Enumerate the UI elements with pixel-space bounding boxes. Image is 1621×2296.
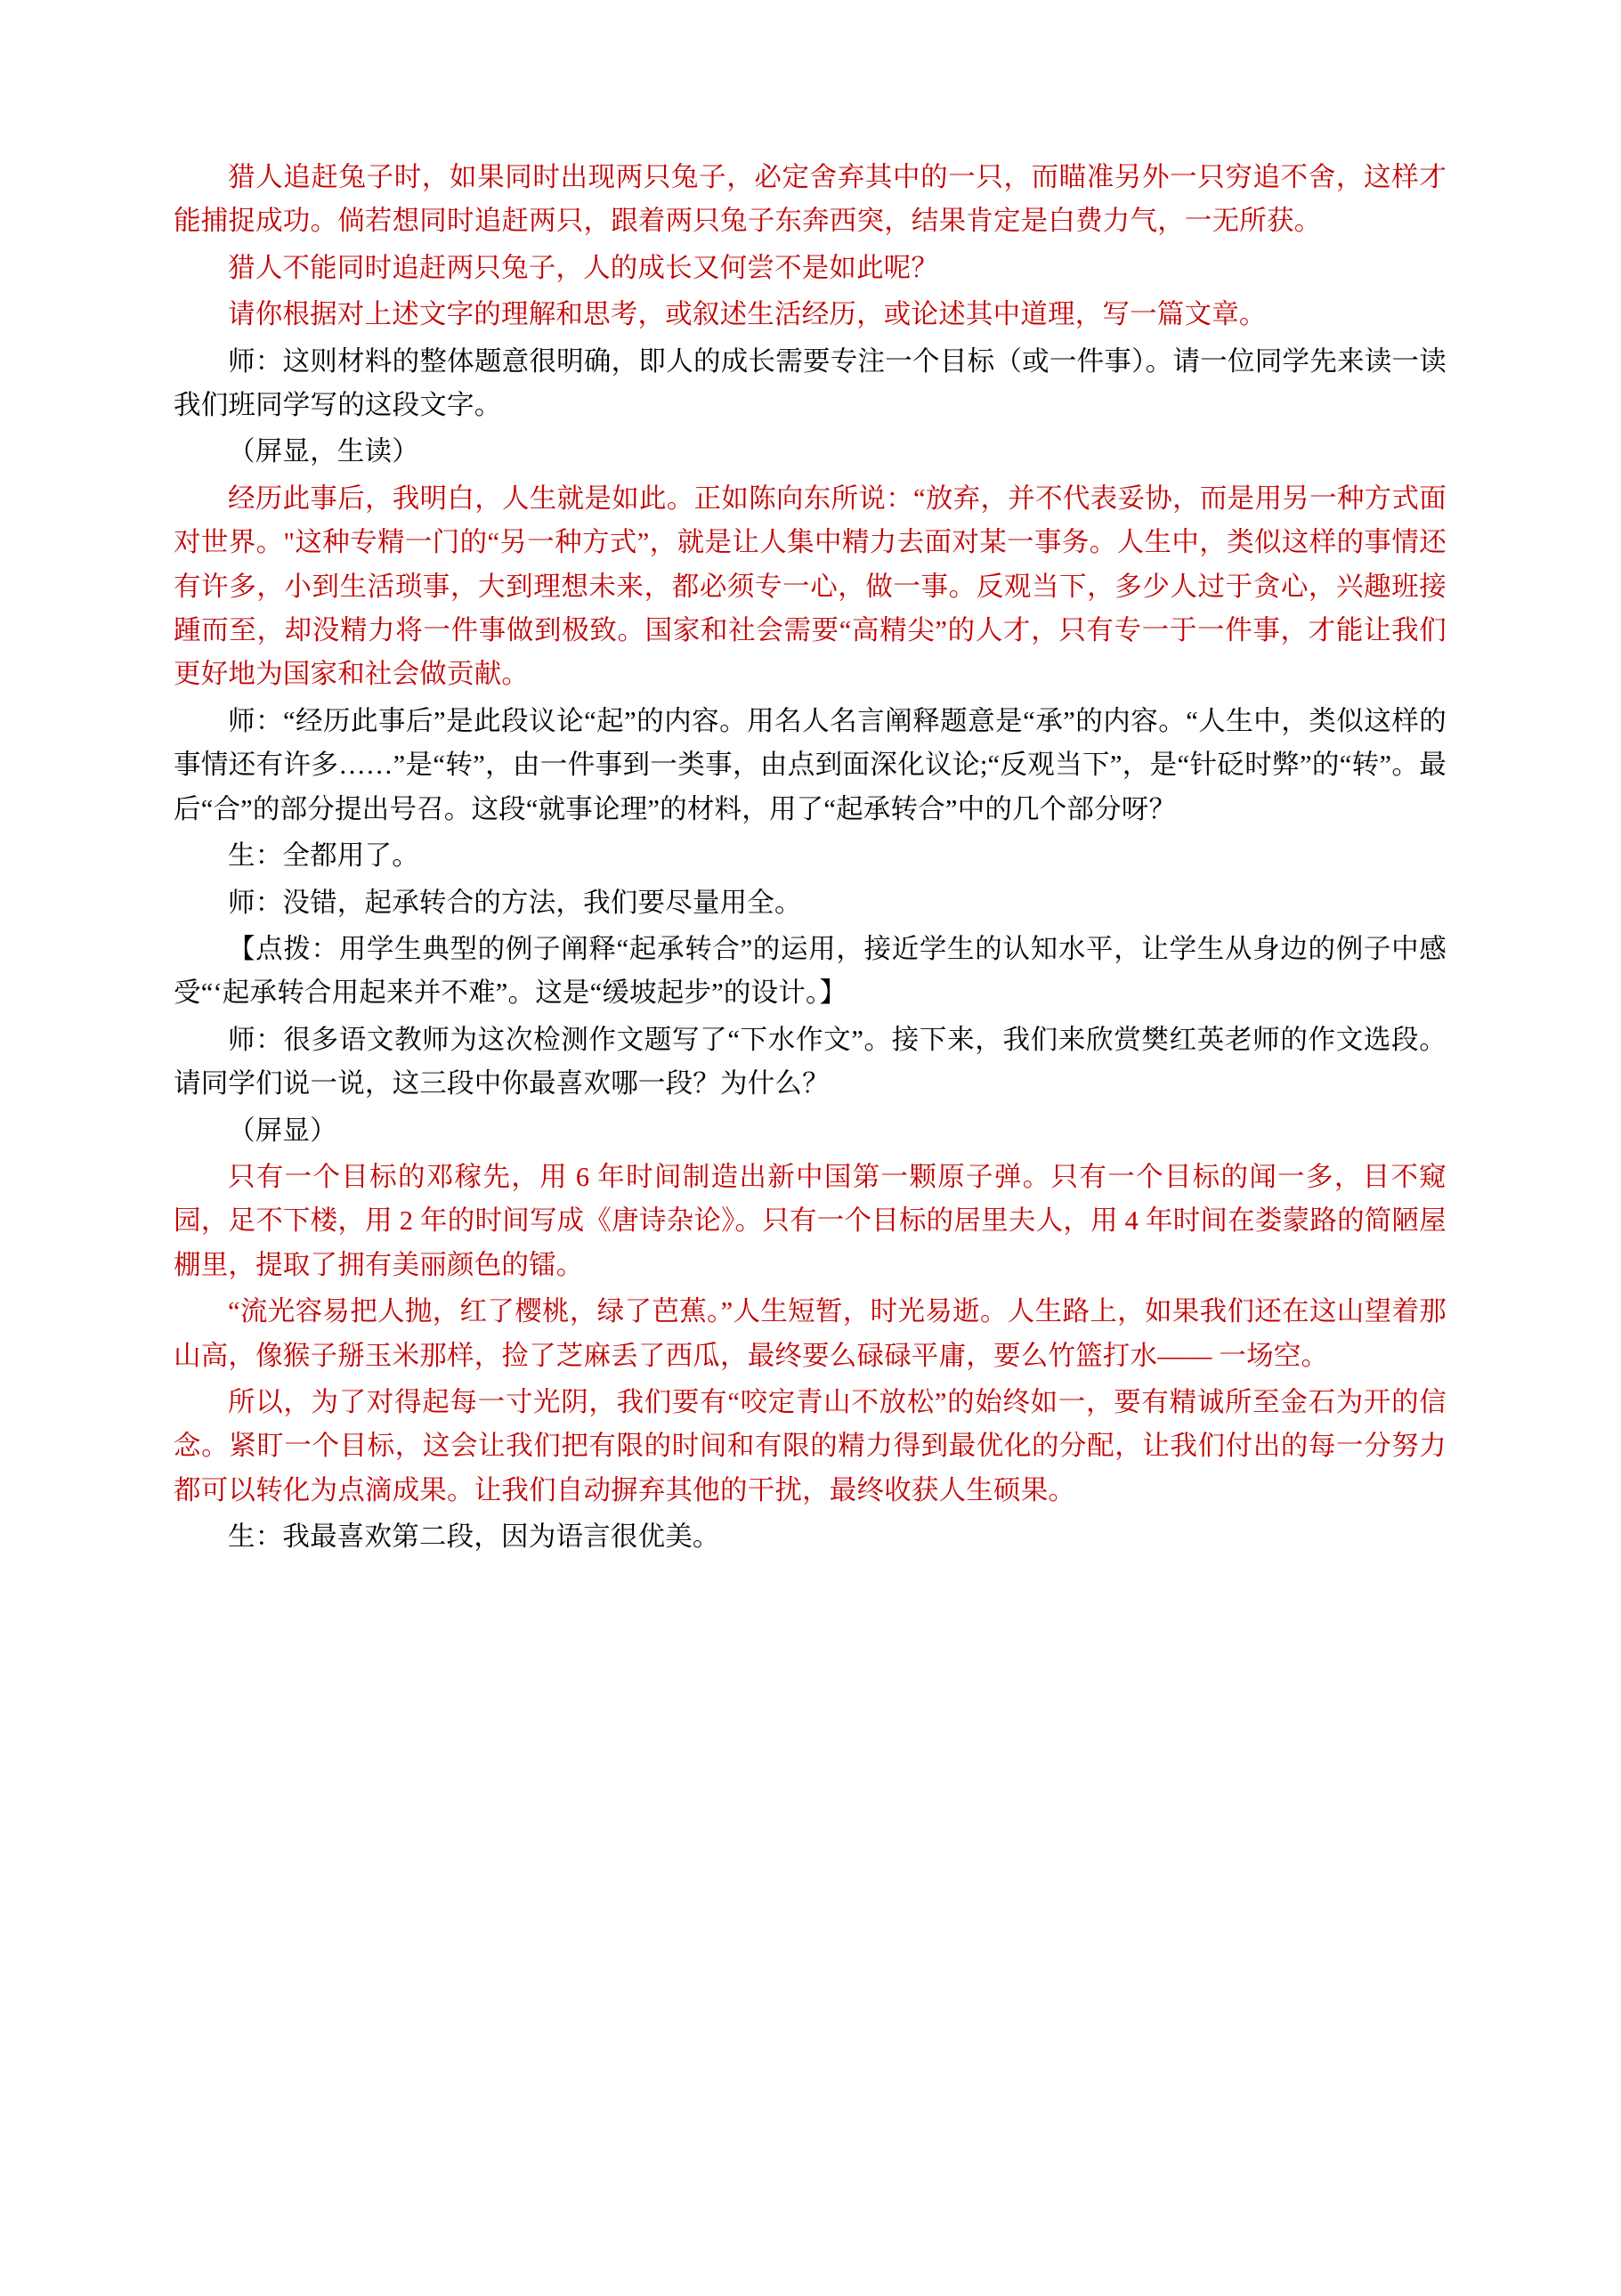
paragraph: 所以，为了对得起每一寸光阴，我们要有“咬定青山不放松”的始终如一，要有精诚所至金石为开的信念。紧盯一个目标，这会让我们把有限的时间和有限的精力得到最优化的分配，让我们付出的每一分努力都可以转化为点滴成果。让我们自动摒弃其他的干扰，最终收获人生硕果。 [174,1386,1447,1505]
paragraph: 师：很多语文教师为这次检测作文题写了“下水作文”。接下来，我们来欣赏樊红英老师的作文选段。请同学们说一说，这三段中你最喜欢哪一段？为什么？ [174,1024,1447,1099]
paragraph: “流光容易把人抛，红了樱桃，绿了芭蕉。”人生短暂，时光易逝。人生路上，如果我们还在这山望着那山高，像猴子掰玉米那样，捡了芝麻丢了西瓜，最终要么碌碌平庸，要么竹篮打水—— 一场空。 [174,1296,1447,1371]
paragraph: 师：“经历此事后”是此段议论“起”的内容。用名人名言阐释题意是“承”的内容。“人生中，类似这样的事情还有许多……”是“转”，由一件事到一类事，由点到面深化议论;“反观当下”，是“针砭时弊”的“转”。最后“合”的部分提出号召。这段“就事论理”的材料，用了“起承转合”中的几个部分呀？ [174,705,1447,824]
paragraph: 师：这则材料的整体题意很明确，即人的成长需要专注一个目标（或一件事）。请一位同学先来读一读我们班同学写的这段文字。 [174,345,1447,421]
document-body [174,156,1447,1562]
paragraph: 生：我最喜欢第二段，因为语言很优美。 [228,1521,720,1553]
paragraph: （屏显，生读） [228,436,419,467]
paragraph: 【点拨：用学生典型的例子阐释“起承转合”的运用，接近学生的认知水平，让学生从身边的例子中感受“‘起承转合用起来并不难”。这是“缓坡起步”的设计。】 [174,933,1447,1009]
paragraph: 猎人追赶兔子时，如果同时出现两只兔子，必定舍弃其中的一只，而瞄准另外一只穷追不舍，这样才能捕捉成功。倘若想同时追赶两只，跟着两只兔子东奔西突，结果肯定是白费力气，一无所获。 [174,162,1447,237]
paragraph: 猎人不能同时追赶两只兔子，人的成长又何尝不是如此呢？ [228,252,939,283]
paragraph: 师：没错，起承转合的方法，我们要尽量用全。 [228,887,802,918]
paragraph: 只有一个目标的邓稼先，用 6 年时间制造出新中国第一颗原子弹。只有一个目标的闻一多，目不窥园，足不下楼，用 2 年的时间写成《唐诗杂论》。只有一个目标的居里夫人，用 4 年时间在娄蒙路的简陋屋棚里，提取了拥有美丽颜色的镭。 [174,1161,1447,1280]
paragraph: 经历此事后，我明白，人生就是如此。正如陈向东所说：“放弃，并不代表妥协，而是用另一种方式面对世界。"这种专精一门的“另一种方式”，就是让人集中精力去面对某一事务。人生中，类似这样的事情还有许多，小到生活琐事，大到理想未来，都必须专一心，做一事。反观当下，多少人过于贪心，兴趣班接踵而至，却没精力将一件事做到极致。国家和社会需要“高精尖”的人才，只有专一于一件事，才能让我们更好地为国家和社会做贡献。 [174,483,1447,690]
paragraph: （屏显） [228,1115,337,1146]
paragraph: 请你根据对上述文字的理解和思考，或叙述生活经历，或论述其中道理，写一篇文章。 [228,299,1267,330]
paragraph: 生：全都用了。 [228,840,419,872]
